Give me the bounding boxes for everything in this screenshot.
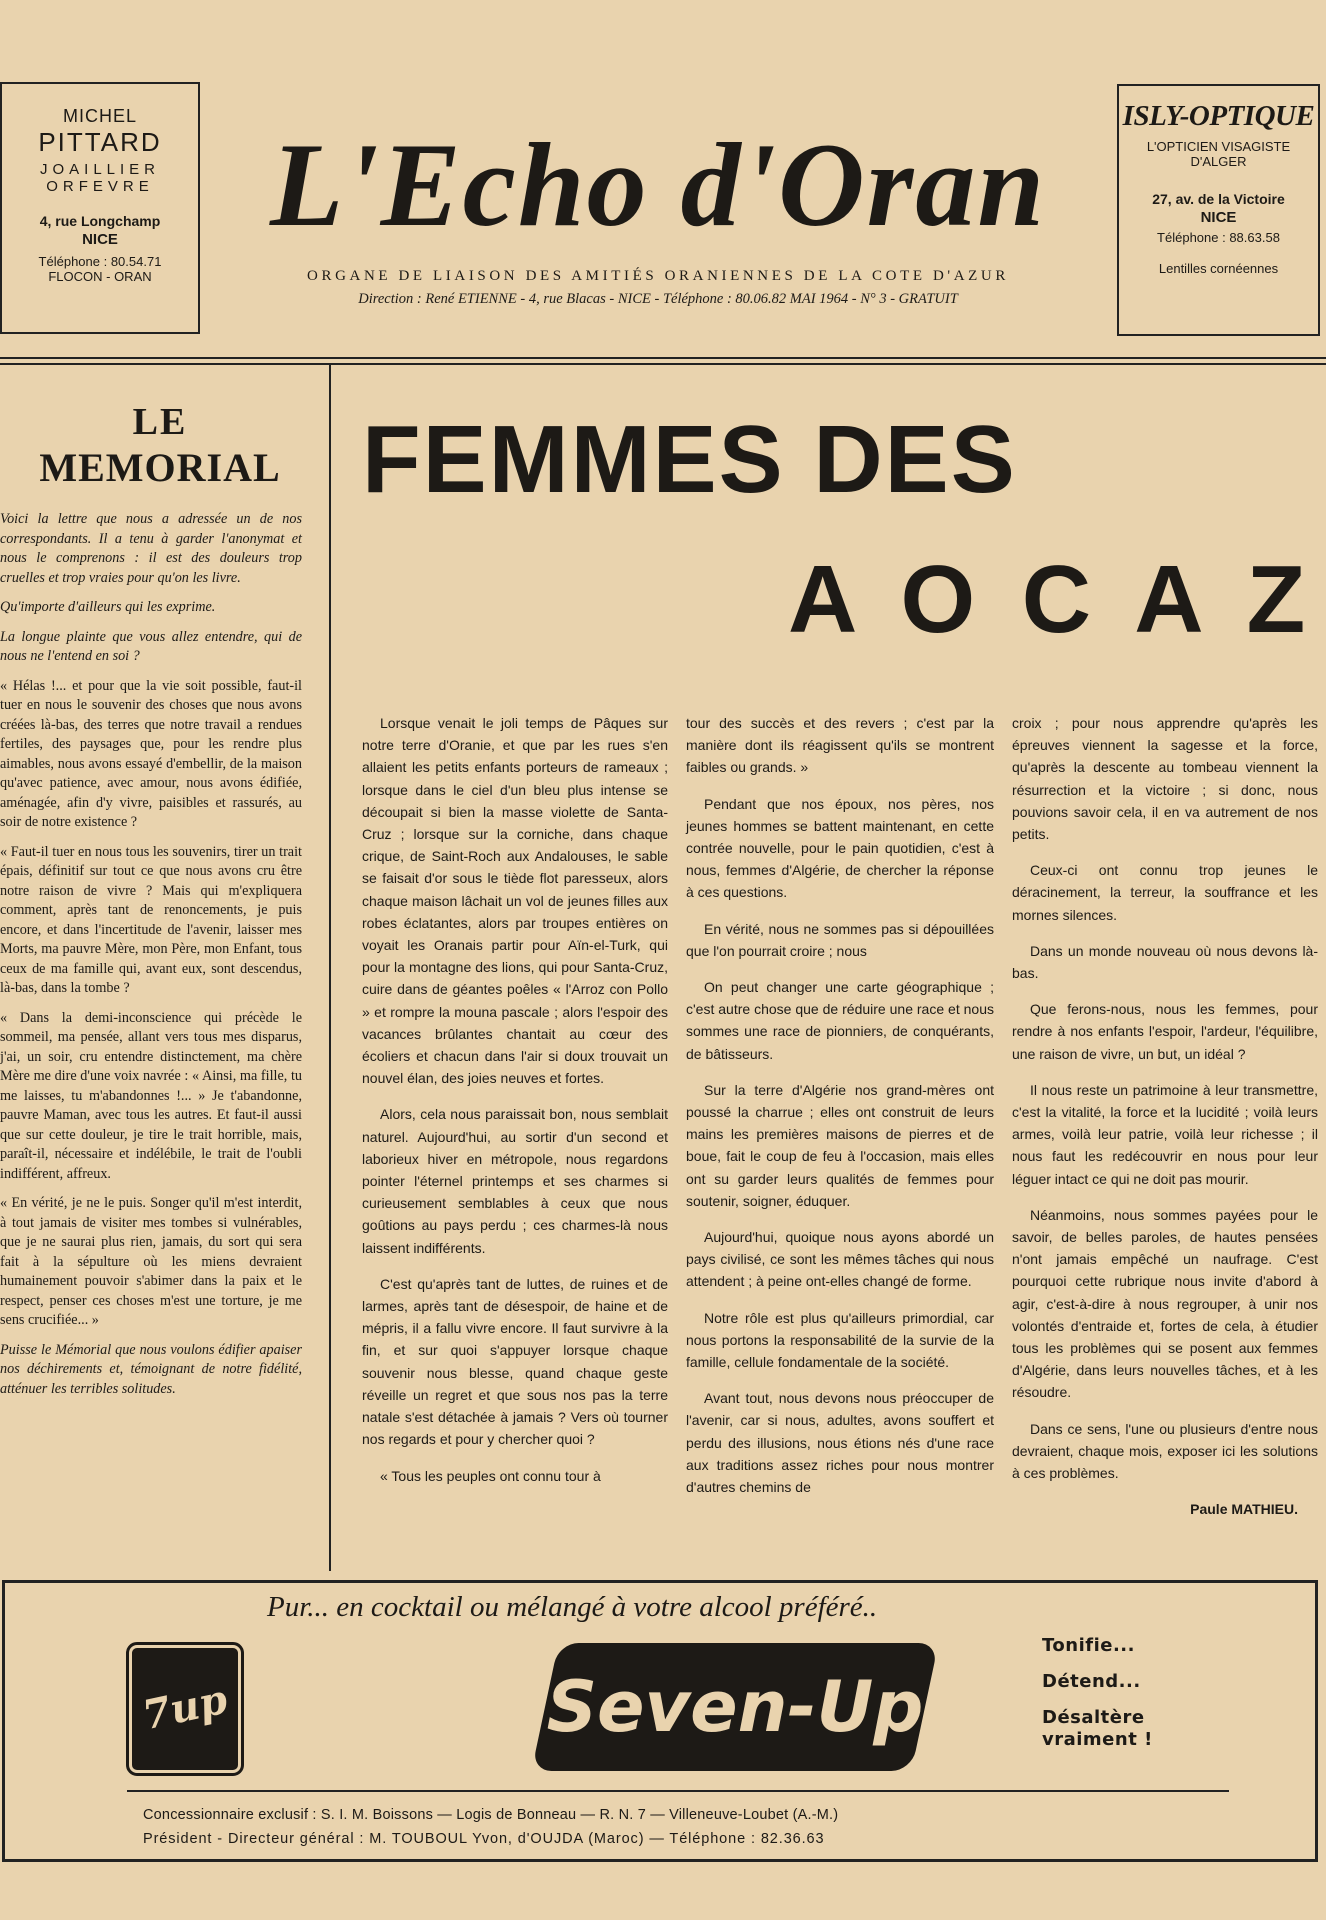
header-rule-2	[0, 363, 1326, 365]
article-paragraph: tour des succès et des revers ; c'est par la manière dont ils réagissent qu'ils se montrent faibles ou grands. »	[686, 715, 994, 776]
left-ad-phone: Téléphone : 80.54.71	[38, 254, 162, 269]
memorial-paragraph: « En vérité, je ne le puis. Songer qu'il m'est interdit, à tout jamais de visiter mes tombes si vulnérables, que je ne saurai plus rien, jamais, du sort qui sera fait à la sépulture où les miens devraient humainement pouvoir s'abimer dans la paix et le respect, penser ces choses m'est une torture, je me sens crucifiée... »	[0, 1195, 302, 1328]
seven-up-logo	[531, 1643, 938, 1771]
right-ad-line1: L'OPTICIEN VISAGISTE	[1146, 139, 1291, 154]
article-paragraph: Avant tout, nous devons nous préoccuper de l'avenir, car si nous, adultes, avons souffert et perdu des illusions, nous étions nés d'une race aux traditions assez riches pour nous montrer d'autres chemins de	[686, 1390, 994, 1496]
left-ad-box	[0, 82, 200, 334]
article-paragraph: croix ; pour nous apprendre qu'après les épreuves viennent la sagesse et la force, qu'après la descente au tombeau viennent la résurrection et la victoire ; si donc, nous pouvions savoir cela, il en va autrement de nos petits.	[1012, 715, 1318, 843]
left-ad-footer: FLOCON - ORAN	[48, 269, 152, 284]
article-paragraph: Ceux-ci ont connu trop jeunes le déracinement, la terreur, la souffrance et les mornes silences.	[1012, 862, 1318, 923]
7up-badge	[129, 1645, 241, 1773]
memorial-paragraph: Puisse le Mémorial que nous voulons édifier apaiser nos déchirements et, témoignant de notre fidélité, atténuer les terribles solitudes.	[0, 1341, 302, 1397]
memorial-title-le: LE	[132, 401, 188, 443]
article-column-1	[362, 712, 668, 1501]
right-ad-box	[1117, 84, 1320, 336]
memorial-paragraph: « Faut-il tuer en nous tous les souvenirs, tirer un trait épais, définitif sur tout ce que nous avons cru être notre raison de vivre ? Mais qui m'expliquera comment, après tant de renoncements, je puis encore, et dans l'incertitude de l'avenir, laisser mes Morts, ma pauvre Mère, mon Père, mon Enfant, tous ceux de ma famille qui, avant eux, sont descendus, là-bas, dans la tombe ?	[0, 843, 302, 996]
article-column-2	[686, 712, 994, 1512]
memorial-title: MEMORIAL	[39, 445, 281, 490]
ad-claims	[1042, 1635, 1222, 1751]
right-ad-line2: D'ALGER	[1190, 154, 1247, 169]
ad-president: Président - Directeur général : M. TOUBOUL Yvon, d'OUJDA (Maroc) — Téléphone : 82.36.63	[143, 1831, 825, 1847]
headline-line2: A O C A Z	[788, 546, 1316, 653]
memorial-paragraph: Voici la lettre que nous a adressée un de nos correspondants. Il a tenu à garder l'anonymat et nous le comprenons : il est des douleurs trop cruelles et trop vraies pour qu'on les livre.	[0, 511, 302, 586]
left-ad-city: NICE	[82, 231, 118, 248]
left-ad-address: 4, rue Longchamp	[39, 213, 161, 229]
article-paragraph: Dans un monde nouveau où nous devons là-bas.	[1012, 942, 1318, 982]
article-paragraph: Sur la terre d'Algérie nos grand-mères ont poussé la charrue ; elles ont construit de leurs mains les premières maisons de pierres et de boue, fait le coup de feu à l'occasion, mais elles ont su garder leurs qualités de femmes pour soutenir, soigner, éduquer.	[686, 1081, 994, 1209]
article-paragraph: Néanmoins, nous sommes payées pour le savoir, de belles paroles, de hautes pensées n'ont jamais empêché un naufrage. C'est pourquoi cette rubrique nous invite d'abord à agir, c'est-à-dire à nous regrouper, à unir nos volontés d'entraide et, fortes de cela, à étudier tous les problèmes qui se posent aux femmes d'Algérie, dans leurs nouvelles tâches, et à les résoudre.	[1012, 1206, 1318, 1401]
column-divider	[329, 365, 331, 1571]
masthead	[218, 110, 1098, 330]
right-ad-address: 27, av. de la Victoire	[1152, 191, 1285, 207]
article-paragraph: On peut changer une carte géographique ; c'est autre chose que de réduire une race et nous sommes une race de pionniers, de conquérants, de bâtisseurs.	[686, 979, 994, 1062]
article-paragraph: Aujourd'hui, quoique nous ayons abordé un pays civilisé, ce sont les mêmes tâches qui nous attendent ; à peine ont-elles changé de forme.	[686, 1229, 994, 1290]
right-ad-footer: Lentilles cornéennes	[1158, 261, 1279, 276]
left-ad-lastname: PITTARD	[38, 127, 162, 157]
article-paragraph: Pendant que nos époux, nos pères, nos jeunes hommes se battent maintenant, en cette contrée nouvelle, pour le pain quotidien, c'est à nous, femmes d'Algérie, de chercher la réponse à ces questions.	[686, 795, 994, 901]
right-ad-city: NICE	[1200, 209, 1237, 226]
article-paragraph: Dans ce sens, l'une ou plusieurs d'entre nous devraient, chaque mois, exposer ici les solutions à ces problèmes.	[1012, 1420, 1318, 1482]
ad-claim: Désaltère vraiment !	[1042, 1707, 1153, 1750]
seven-up-brand: Seven-Up	[546, 1666, 924, 1748]
left-ad-firstname: MICHEL	[62, 106, 137, 126]
memorial-text	[0, 510, 302, 1409]
right-ad-name: ISLY-OPTIQUE	[1122, 100, 1315, 132]
right-ad-phone: Téléphone : 88.63.58	[1157, 230, 1280, 245]
7up-badge-label: 7up	[138, 1675, 232, 1740]
article-paragraph: Lorsque venait le joli temps de Pâques sur notre terre d'Oranie, et que par les rues s'en allaient les petits enfants porteurs de rameaux ; lorsque dans le ciel d'un bleu plus intense se découpait si bien la masse violette de Santa-Cruz ; lorsque sur la corniche, dans chaque crique, de Saint-Roch aux Andalouses, le sable se faisait d'or sous le tiède flot paresseux, alors chaque maison lâchait un vol de jeunes filles aux robes éclatantes, alors par troupes entières on voyait les Oranais partir pour Aïn-el-Turk, qui pour la montagne des lions, qui pour Santa-Cruz, cuire dans de géantes poêles « l'Arroz con Pollo » et rompre la mouna pascale ; alors l'espoir des vacances brûlantes chantait au cœur des écoliers et chacun dans l'air si doux trouvait un nouvel élan, des joies neuves et fortes.	[362, 715, 668, 1087]
article-paragraph: Il nous reste un patrimoine à leur transmettre, c'est la vitalité, la force et la lucidité ; voilà leurs armes, voilà leur patrie, voilà leur richesse ; il nous faut les redécouvrir en nous pour leur léguer intact ce qui ne doit pas mourir.	[1012, 1081, 1318, 1187]
masthead-direction: Direction : René ETIENNE - 4, rue Blacas - NICE - Téléphone : 80.06.82 MAI 1964 - N° 3 - GRATUIT	[358, 291, 958, 307]
article-column-3	[1012, 712, 1318, 1521]
ad-claim: Détend...	[1042, 1671, 1141, 1692]
newspaper-title: L'Echo d'Oran	[269, 118, 1047, 251]
memorial-paragraph: La longue plainte que vous allez entendre, qui de nous ne l'entend en soi ?	[0, 628, 302, 664]
seven-up-ad	[2, 1580, 1318, 1862]
ad-tagline: Pur... en cocktail ou mélangé à votre alcool préféré..	[267, 1591, 878, 1623]
ad-concession: Concessionnaire exclusif : S. I. M. Boissons — Logis de Bonneau — R. N. 7 — Villeneuve-Loubet (A.-M.)	[143, 1807, 839, 1823]
left-ad-trade2: ORFEVRE	[46, 178, 154, 195]
article-paragraph: Alors, cela nous paraissait bon, nous semblait naturel. Aujourd'hui, au sortir d'un second et laborieux hiver en métropole, nous regardons pointer l'éternel printemps et ses charmes si curieusement semblables à ceux que nous goûtions au pays perdu ; ces charmes-là nous laissent indifférents.	[362, 1106, 668, 1256]
article-paragraph: Que ferons-nous, nous les femmes, pour rendre à nos enfants l'espoir, l'ardeur, l'équilibre, une raison de vivre, un but, un idéal ?	[1012, 1001, 1318, 1062]
headline-line1: FEMMES DES	[362, 406, 1017, 513]
article-paragraph: Notre rôle est plus qu'ailleurs primordial, car nous portons la responsabilité de la survie de la famille, cellule fondamentale de la société.	[686, 1309, 994, 1371]
header-rule-1	[0, 357, 1326, 359]
memorial-paragraph: « Dans la demi-inconscience qui précède le sommeil, ma pensée, allant vers tous mes disparus, j'ai, un soir, cru entendre distinctement, ma chère Mère me dire d'une voix navrée : « Ainsi, ma fille, tu me laisses, tu m'abandonnes !... » Je t'abandonne, pauvre Maman, avec tous les autres. Et faut-il aussi que sur cette douleur, je tire le trait horrible, mais, paraît-il, nécessaire et indélébile, le trait de l'oubli indifférent, affreux.	[0, 1009, 302, 1182]
left-ad-trade1: JOAILLIER	[39, 161, 161, 178]
article-paragraph: En vérité, nous ne sommes pas si dépouillées que l'on pourrait croire ; nous	[686, 920, 994, 959]
ad-claim: Tonifie...	[1042, 1635, 1135, 1656]
article-paragraph: « Tous les peuples ont connu tour à	[380, 1467, 601, 1484]
memorial-paragraph: Qu'importe d'ailleurs qui les exprime.	[0, 599, 216, 615]
article-paragraph: C'est qu'après tant de luttes, de ruines et de larmes, après tant de désespoir, de haine et de mépris, il a fallu vivre encore. Il faut survivre à la fin, et sur quoi s'appuyer lorsque chaque souvenir nous blesse, quand chaque geste réveille un regret et que sous nos pas la terre natale s'est détachée à jamais ? Vers où tourner nos regards et pour y chercher quoi ?	[362, 1275, 668, 1448]
masthead-subtitle: ORGANE DE LIAISON DES AMITIÉS ORANIENNES DE LA COTE D'AZUR	[307, 268, 1009, 284]
memorial-paragraph: « Hélas !... et pour que la vie soit possible, faut-il tuer en nous le souvenir des choses que nous avons créées là-bas, des terres que notre travail a rendues fertiles, des paysages que, pour les rendre plus aimables, nous avons essayé d'embellir, de la maison qu'avec patience, avec amour, nous avons édifiée, aménagée, afin d'y vivre, paisibles et rassurés, au soir de notre existence ?	[0, 677, 302, 830]
ad-inner-rule	[127, 1790, 1229, 1792]
article-signature: Paule MATHIEU.	[1190, 1501, 1298, 1518]
